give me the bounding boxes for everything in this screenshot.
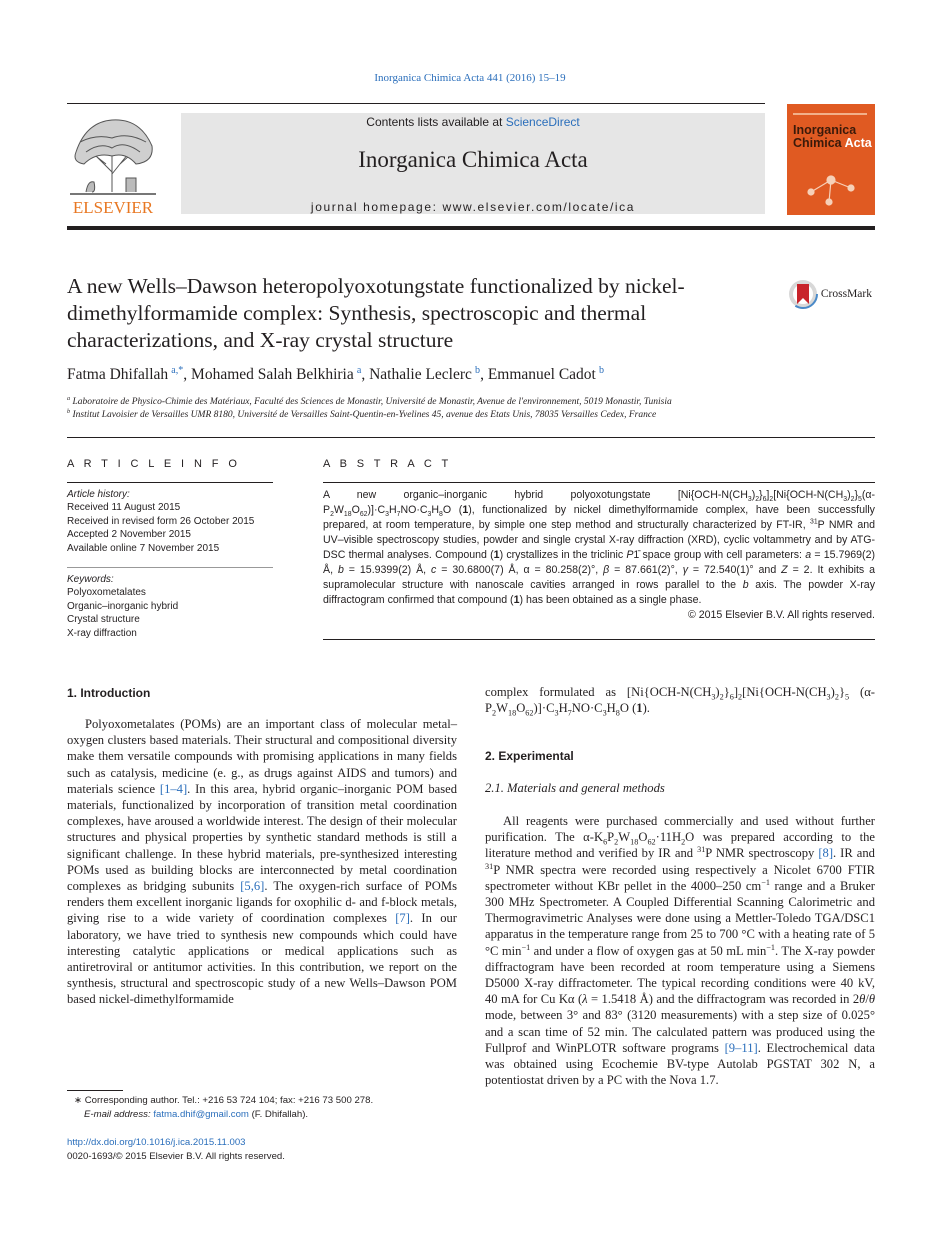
header-rule [67,103,765,104]
history-item: Received in revised form 26 October 2015 [67,515,255,527]
keyword: Polyoxometalates [67,587,146,599]
elsevier-logo [66,112,160,216]
affiliation [67,397,672,407]
journal-citation-link[interactable]: Inorganica Chimica Acta 441 (2016) 15–19 [374,72,566,84]
materials-text: All reagents were purchased commercially and used without further purification. The $\alpha-K_6P_2W_{18}O_{62}\cdot 11H_2O$ was prepared according to the literature method and verified by IR and $^{31}$P NMR spectroscopy [8]. IR and $^{31}$P NMR spectra were recorded using respectively a Nicolet 6700 FTIR spectrometer without KBr pellet in the 4000–250 $cm^{-1}$ range and a Bruker 300 MHz Spectrometer. A Coupled Differential Scanning Calorimetric and Thermogravimetric Analyses were done using a Mettler-Toledo TGA/DSC1 apparatus in the temperature range from 25 to 700 °C with a heating rate of 5 °C $\min^{-1}$ and under a flow of oxygen gas at 50 mL $\min^{-1}$. The X-ray powder diffractogram have been recorded at room temperature using a Siemens D5000 X-ray diffractometer. The typical recording conditions were 40 kV, 40 mA for Cu Kα (λ = 1.5418 Å) and the diffractogram was recorded in 2θ/θ mode, between 3° and 83° (3120 measurements) with a step size of 0.025° and a scan time of 52 min. The calculated pattern was produced using the Fullprof and WinPLOTR software programs [9–11]. Electrochemical data was obtained using Ecochemie BV-type Autolab PGSTAT 302 N, a potentiostat driven by a PC with the Nova 1.7. [485,814,876,1088]
author-name[interactable]: Emmanuel Cadot [487,366,596,383]
citation-link[interactable]: [7] [395,911,410,926]
history-item: Accepted 2 November 2015 [67,529,191,541]
journal-title: Inorganica Chimica Acta [358,147,588,172]
history-item: Received 11 August 2015 [67,502,181,514]
abstract-heading: A B S T R A C T [323,458,452,470]
journal-cover [787,104,875,215]
cover-title-3: Acta [844,136,872,150]
doi-block [67,1136,285,1164]
abstract-copyright: © 2015 Elsevier B.V. All rights reserved. [687,609,875,621]
affiliation [67,410,656,420]
cover-title-2: Chimica [793,136,842,150]
author-affil-sup[interactable]: b [598,364,604,376]
contents-prefix: Contents lists available at [366,115,506,129]
cover-title-1: Inorganica [793,123,857,137]
elsevier-wordmark: ELSEVIER [72,198,154,216]
author-affil-sup[interactable]: a [356,364,362,376]
molecule-graphic-icon [801,162,861,210]
affiliation-rule [67,437,875,438]
affiliation-text: Institut Lavoisier de Versailles UMR 8180, Université de Versailles Saint-Quentin-en-Yvelines 45, avenue des Etats Unis, 78035 Versailles Cedex, France [72,410,657,420]
affiliation-sup: a [67,395,71,402]
affiliation-text: Laboratoire de Physico-Chimie des Matériaux, Faculté des Sciences de Monastir, Université de Monastir, Avenue de l'environnement, 5019 Monastir, Tunisia [72,397,672,407]
article-info-heading: A R T I C L E I N F O [67,458,241,470]
abstract-bottom-rule [323,639,875,640]
citation-link[interactable]: [1–4] [159,781,188,796]
article-history [67,488,277,555]
sciencedirect-link[interactable]: ScienceDirect [505,115,580,129]
abstract-body: A new organic–inorganic hybrid polyoxotungstate $[Ni\{OCH-N(CH_3)_2\}_6]_2[Ni\{OCH-N(CH_3)_2\}_5(\alpha-P_2W_{18}O_{62})]\cdot C_3H_7NO\cdot C_3H_8O$ (1), functionalized by nickel dimethylformamide complex, have been successfully prepared, at room temperature, by simple one step method and structurally characterized by FT-IR, $^{31}$P NMR and UV–visible spectroscopy studies, powder and single crystal X-ray diffraction (XRD), cyclic voltammetry and by ATG-DSC thermal analyses. Compound (1) crystallizes in the triclinic P1̄ space group with cell parameters: a = 15.7969(2) Å, b = 15.9399(2) Å, c = 30.6800(7) Å, α = 80.258(2)°, β = 87.661(2)°, γ = 72.540(1)° and Z = 2. It exhibits a supramolecular structure with nanoscale cavities arranged in rows parallel to the b axis. The powder X-ray diffractogram confirmed that compound (1) has been obtained as a single phase. © 2015 Elsevier B.V. All rights reserved. [323,489,876,621]
homepage-link[interactable]: www.elsevier.com/locate/ica [442,200,636,214]
article-info-rule [67,482,273,483]
issn-line: 0020-1693/© 2015 Elsevier B.V. All rights reserved. [67,1151,285,1162]
crossmark-label: CrossMark [820,288,872,300]
keywords-label: Keywords: [67,574,114,585]
introduction-text: Polyoxometalates (POMs) are an important class of molecular metal–oxygen clusters based materials. Their structural and compositional diversity make them versatile compounds with promising applications in many fields such as catalysis, medicine (e. g., as drugs against AIDS and tumors) and materials science [1–4]. In this area, hybrid organic–inorganic POM based materials, functionalized by incorporation of transition metal coordination complexes, have aroused a worldwide interest. The design of their molecular structures and physical properties by synthetic standard methods is still a significant challenge. In these hybrid materials, pre-synthesized interesting POMs used as building blocks are interconnected by metal coordination complexes as bridging subunits [5,6]. The oxygen-rich surface of POMs renders them excellent inorganic ligands for oxophilic d- and f-block metals, giving rise to a wide variety of coordination complexes [7]. In our laboratory, we have tried to synthesis new compounds which could have interesting catalytic applications or medical applications such as antiretroviral or antitumor activities. In this contribution, we report on the synthesis, structural and spectroscopic study of a new Wells–Dawson POM based nickel-dimethylformamide [67,717,457,1007]
running-header [0,72,925,84]
keyword: Organic–inorganic hybrid [67,600,179,612]
keyword: X-ray diffraction [67,627,137,639]
email-suffix: (F. Dhifallah). [248,1109,309,1120]
section-heading-experimental: 2. Experimental [485,749,574,763]
citation-link[interactable]: [8] [818,846,834,861]
citation-link[interactable]: [5,6] [240,879,265,894]
author-name[interactable]: Fatma Dhifallah [67,366,169,383]
journal-banner [181,113,765,214]
article-title: A new Wells–Dawson heteropolyoxotungstate functionalized by nickel-dimethylformamide complex: Synthesis, spectroscopic and thermal characterizations, and X-ray crystal structure [67,274,685,352]
citation-link[interactable]: [9–11] [724,1040,758,1055]
homepage-prefix: journal homepage: [310,200,443,214]
keywords [67,573,277,640]
cover-stripe [793,113,867,115]
author-name[interactable]: Nathalie Leclerc [369,366,472,383]
journal-homepage [181,200,765,214]
keywords-rule [67,567,273,568]
doi-link[interactable]: http://dx.doi.org/10.1016/j.ica.2015.11.003 [67,1137,246,1148]
author-affil-sup[interactable]: a,* [171,364,184,376]
author-affil-sup[interactable]: b [475,364,481,376]
corresponding-text: Corresponding author. Tel.: +216 53 724 104; fax: +216 73 500 278. [84,1095,374,1106]
abstract-rule [323,482,875,483]
crossmark-badge[interactable] [788,279,872,309]
introduction-continued: complex formulated as $[Ni\{OCH-N(CH_3)_2\}_6]_2[Ni\{OCH-N(CH_3)_2\}_5$ $(\alpha-P_2W_{18}O_{62})]\cdot C_3H_7NO\cdot C_3H_8O$ (1). [485,685,875,718]
authors: Fatma Dhifallah $^{a,*}$, Mohamed Salah Belkhiria $^a$, Nathalie Leclerc $^b$, Emmanuel Cadot $^b$ [67,364,604,383]
cover-title [793,124,872,150]
history-item: Available online 7 November 2015 [67,542,220,554]
footnote-rule [67,1090,123,1091]
affiliation-sup: b [67,408,71,415]
email-link[interactable]: fatma.dhif@gmail.com [153,1109,249,1120]
elsevier-tree-icon [66,112,160,216]
author-name[interactable]: Mohamed Salah Belkhiria [191,366,354,383]
header-thick-rule [67,226,875,230]
subsection-heading-materials: 2.1. Materials and general methods [485,781,665,795]
email-label: E-mail address: [84,1109,154,1120]
keyword: Crystal structure [67,614,140,626]
corresponding-footnote: ∗ Corresponding author. Tel.: +216 53 724 104; fax: +216 73 500 278. E-mail address: fatma.dhif@gmail.com (F. Dhifallah). [74,1095,374,1120]
section-heading-introduction: 1. Introduction [67,686,151,700]
history-label: Article history: [67,489,130,500]
contents-line [181,115,765,129]
crossmark-icon [788,279,818,309]
